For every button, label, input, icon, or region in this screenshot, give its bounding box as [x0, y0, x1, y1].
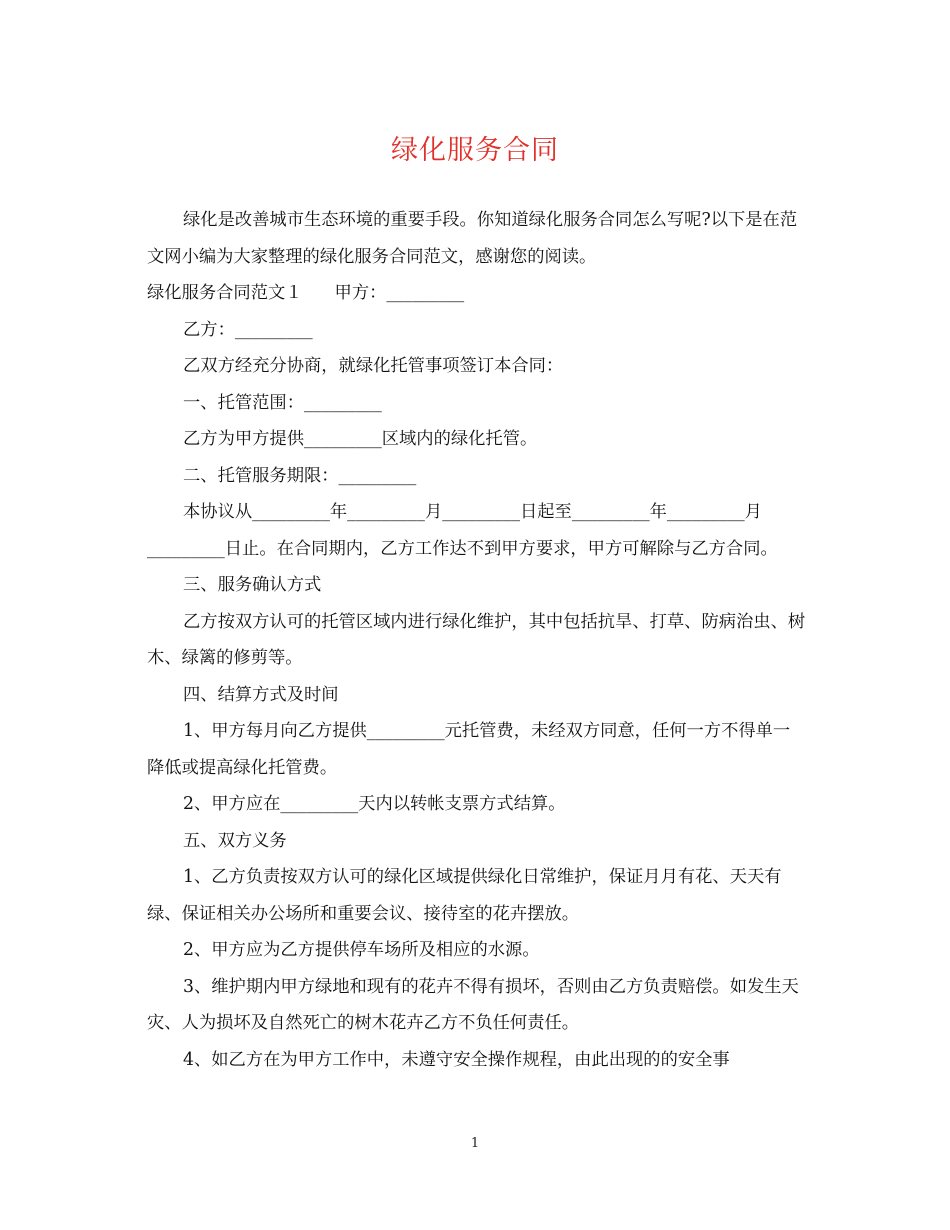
section-5-item-4: 4、如乙方在为甲方工作中，未遵守安全操作规程，由此出现的的安全事: [183, 1049, 730, 1070]
section-4-item-2: 2、甲方应在_________天内以转帐支票方式结算。: [183, 794, 566, 814]
document-body: [147, 202, 807, 1078]
party-b: 乙方：_________: [183, 319, 313, 340]
section-3-title: 三、服务确认方式: [183, 575, 322, 595]
section-5-item-3: 3、维护期内甲方绿地和现有的花卉不得有损坏，否则由乙方负责赔偿。如发生天灾、人为损坏及自然死亡的树木花卉乙方不负任何责任。: [147, 976, 799, 1033]
agreement-text: 乙双方经充分协商，就绿化托管事项签订本合同：: [183, 356, 564, 376]
section-2-title: 二、托管服务期限：_________: [183, 465, 417, 486]
sample-heading-line: [147, 275, 807, 312]
section-5-title: 五、双方义务: [183, 830, 287, 851]
section-4-item-1: 1、甲方每月向乙方提供_________元托管费，未经双方同意，任何一方不得单一降低或提高绿化托管费。: [147, 721, 791, 778]
section-2-text: 本协议从_________年_________月_________日起至_________年_________月_________日止。在合同期内，乙方工作达不到甲方要求，甲方可解除与乙方合同。: [147, 502, 778, 559]
section-5-item-1: 1、乙方负责按双方认可的绿化区域提供绿化日常维护，保证月月有花、天天有绿、保证相关办公场所和重要会议、接待室的花卉摆放。: [147, 867, 782, 924]
section-5-item-2: 2、甲方应为乙方提供停车场所及相应的水源。: [183, 940, 540, 960]
section-1-text: 乙方为甲方提供_________区域内的绿化托管。: [183, 429, 538, 449]
intro-paragraph: 绿化是改善城市生态环境的重要手段。你知道绿化服务合同怎么写呢?以下是在范文网小编为大家整理的绿化服务合同范文，感谢您的阅读。: [147, 210, 798, 267]
section-1-title: 一、托管范围：_________: [183, 392, 382, 413]
sample-heading: 绿化服务合同范文１: [147, 283, 303, 303]
section-4-title: 四、结算方式及时间: [183, 684, 339, 705]
section-3-text: 乙方按双方认可的托管区域内进行绿化维护，其中包括抗旱、打草、防病治虫、树木、绿篱的修剪等。: [147, 611, 806, 668]
document-title: 绿化服务合同: [391, 135, 559, 166]
page-number: 1: [470, 1136, 480, 1151]
party-a: 甲方：_________: [334, 283, 465, 303]
